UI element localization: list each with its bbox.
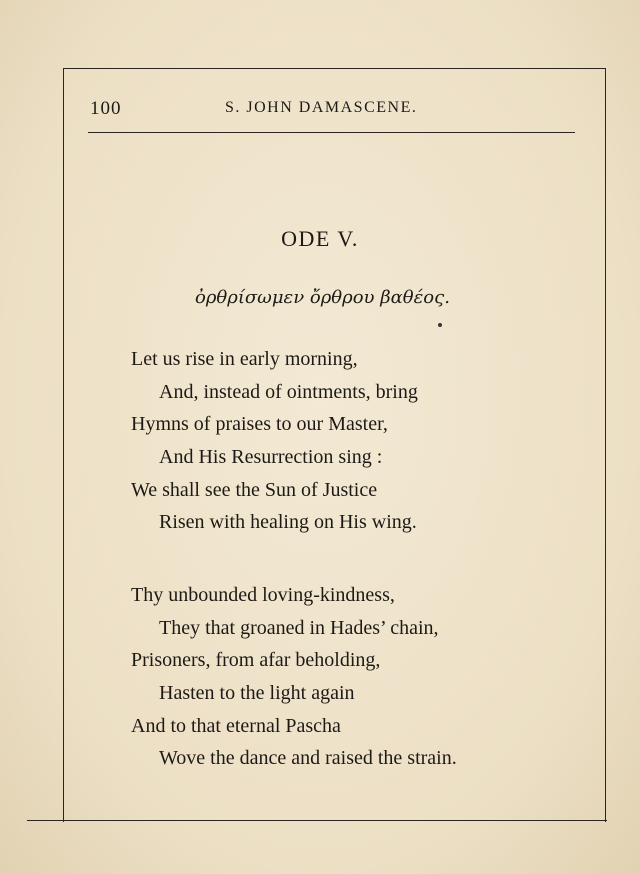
verse-line: And, instead of ointments, bring: [159, 380, 418, 403]
ornament-dot: [438, 323, 442, 327]
verse-line: Thy unbounded loving-kindness,: [131, 584, 395, 606]
verse-line: Prisoners, from afar beholding,: [131, 649, 381, 672]
running-head: [90, 98, 580, 122]
verse-line: Hymns of praises to our Master,: [131, 413, 388, 436]
verse-line: And His Resurrection sing :: [159, 446, 383, 469]
header-rule: [88, 132, 575, 133]
stanza-2: [131, 579, 551, 775]
verse-line: Hasten to the light again: [159, 682, 355, 705]
verse-line: Risen with healing on His wing.: [159, 511, 417, 534]
stanza-1: [131, 343, 551, 539]
bottom-rule: [27, 820, 607, 821]
verse-line: We shall see the Sun of Justice: [131, 478, 378, 501]
greek-incipit: ὀρθρίσωμεν ὄρθρου βαθέος.: [195, 287, 450, 308]
running-title: S. JOHN DAMASCENE.: [225, 99, 418, 116]
ode-title: ODE V.: [281, 226, 359, 251]
verse-line: They that groaned in Hades’ chain,: [159, 616, 439, 639]
verse-line: Wove the dance and raised the strain.: [159, 747, 457, 770]
verse-line: Let us rise in early morning,: [131, 348, 358, 370]
verse-line: And to that eternal Pascha: [131, 714, 341, 737]
page-number: 100: [90, 98, 122, 119]
